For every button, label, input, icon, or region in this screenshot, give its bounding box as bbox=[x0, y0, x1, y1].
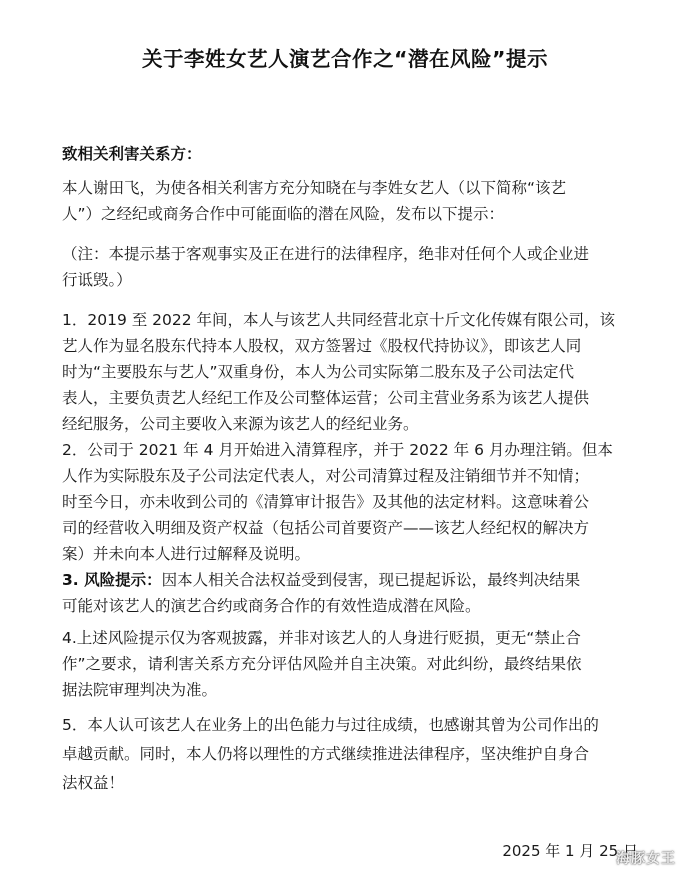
paragraph-line: 作”之要求，请利害关系方充分评估风险并自主决策。对此纠纷，最终结果依 bbox=[62, 655, 582, 673]
paragraph-line: 经纪服务，公司主要收入来源为该艺人的经纪业务。 bbox=[62, 415, 419, 433]
paragraph-line: 案）并未向本人进行过解释及说明。 bbox=[62, 545, 311, 563]
paragraph-line bbox=[62, 567, 642, 593]
paragraph-line: 据法院审理判决为准。 bbox=[62, 681, 218, 699]
watermark: 海豚女王 bbox=[616, 851, 676, 867]
paragraph-line: 可能对该艺人的演艺合约或商务合作的有效性造成潜在风险。 bbox=[62, 597, 481, 615]
paragraph-line: 法权益！ bbox=[62, 774, 125, 792]
point-2-paragraph bbox=[62, 437, 642, 567]
point-3-paragraph bbox=[62, 567, 642, 619]
paragraph-line: 行诋毁。） bbox=[62, 271, 132, 289]
paragraph-line: 时为“主要股东与艺人”双重身份，本人为公司实际第二股东及子公司法定代 bbox=[62, 363, 575, 381]
paragraph-line: 时至今日，亦未收到公司的《清算审计报告》及其他的法定材料。这意味着公 bbox=[62, 493, 590, 511]
paragraph-line: 1．2019 至 2022 年间，本人与该艺人共同经营北京十斤文化传媒有限公司，该 bbox=[62, 311, 616, 329]
paragraph-line: 本人谢田飞，为使各相关利害方充分知晓在与李姓女艺人（以下简称“该艺 bbox=[62, 179, 567, 197]
document-date: 2025 年 1 月 25 日 bbox=[502, 842, 638, 860]
document-title: 关于李姓女艺人演艺合作之“潜在风险”提示 bbox=[142, 47, 548, 71]
point-5-paragraph bbox=[62, 711, 642, 798]
paragraph-line: 5．本人认可该艺人在业务上的出色能力与过往成绩，也感谢其曾为公司作出的 bbox=[62, 716, 599, 734]
paragraph-line: 司的经营收入明细及资产权益（包括公司首要资产——该艺人经纪权的解决方 bbox=[62, 519, 590, 537]
paragraph-line: 卓越贡献。同时，本人仍将以理性的方式继续推进法律程序，坚决维护自身合 bbox=[62, 745, 590, 763]
salutation: 致相关利害关系方： bbox=[62, 145, 202, 163]
risk-warning-label: 3. 风险提示： bbox=[62, 571, 162, 589]
note-paragraph bbox=[62, 241, 642, 293]
intro-paragraph bbox=[62, 175, 642, 227]
paragraph-line: 表人，主要负责艺人经纪工作及公司整体运营；公司主营业务系为该艺人提供 bbox=[62, 389, 590, 407]
risk-warning-text: 因本人相关合法权益受到侵害，现已提起诉讼，最终判决结果 bbox=[161, 571, 581, 589]
paragraph-line: 人”）之经纪或商务合作中可能面临的潜在风险，发布以下提示： bbox=[62, 205, 505, 223]
paragraph-line: 4.上述风险提示仅为客观披露，并非对该艺人的人身进行贬损，更无“禁止合 bbox=[62, 629, 581, 647]
paragraph-line: （注：本提示基于客观事实及正在进行的法律程序，绝非对任何个人或企业进 bbox=[62, 245, 590, 263]
point-4-paragraph bbox=[62, 625, 642, 703]
paragraph-line: 2．公司于 2021 年 4 月开始进入清算程序，并于 2022 年 6 月办理注销。但本 bbox=[62, 441, 613, 459]
point-1-paragraph bbox=[62, 307, 642, 437]
paragraph-line: 艺人作为显名股东代持本人股权，双方签署过《股权代持协议》，即该艺人同 bbox=[62, 337, 582, 355]
paragraph-line: 人作为实际股东及子公司法定代表人，对公司清算过程及注销细节并不知情； bbox=[62, 467, 590, 485]
